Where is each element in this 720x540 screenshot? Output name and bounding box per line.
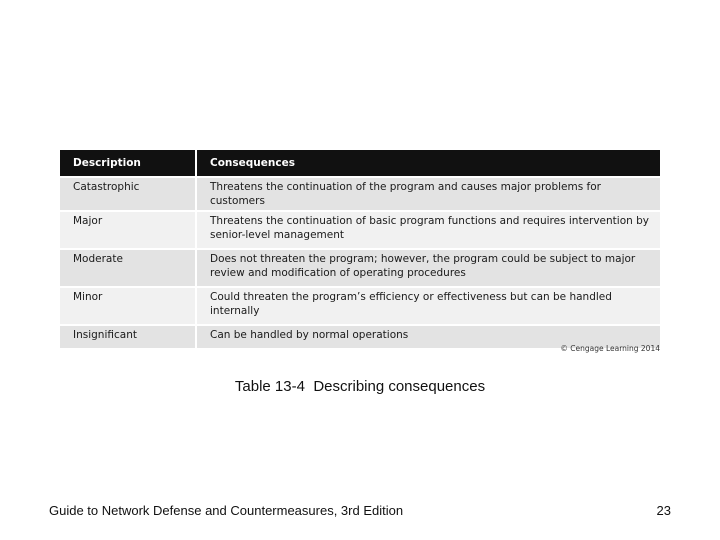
header-consequences: Consequences [196,150,660,177]
row-description: Major [60,211,196,249]
consequences-table [60,150,660,348]
copyright-notice: © Cengage Learning 2014 [560,344,660,353]
caption-text: Describing consequences [313,378,486,395]
row-description: Catastrophic [60,177,196,211]
footer-book-title: Guide to Network Defense and Countermeasures, 3rd Edition [49,503,404,518]
header-description: Description [60,150,196,177]
row-description: Moderate [60,249,196,287]
consequences-table-figure [60,150,660,348]
caption-label: Table 13-4 [234,378,305,395]
table-caption [0,378,720,395]
table-header-row [60,150,660,177]
table-row [60,249,660,287]
table-row [60,287,660,325]
row-description: Minor [60,287,196,325]
row-consequences: Does not threaten the program; however, the program could be subject to major review and modification of operating procedures [196,249,660,287]
footer-page-number: 23 [656,503,671,518]
row-consequences: Threatens the continuation of basic program functions and requires intervention by senior-level management [196,211,660,249]
row-consequences: Could threaten the program’s efficiency or effectiveness but can be handled internally [196,287,660,325]
table-row [60,211,660,249]
row-consequences: Can be handled by normal operations [196,325,660,348]
row-consequences: Threatens the continuation of the program and causes major problems for customers [196,177,660,211]
table-row [60,177,660,211]
row-description: Insignificant [60,325,196,348]
